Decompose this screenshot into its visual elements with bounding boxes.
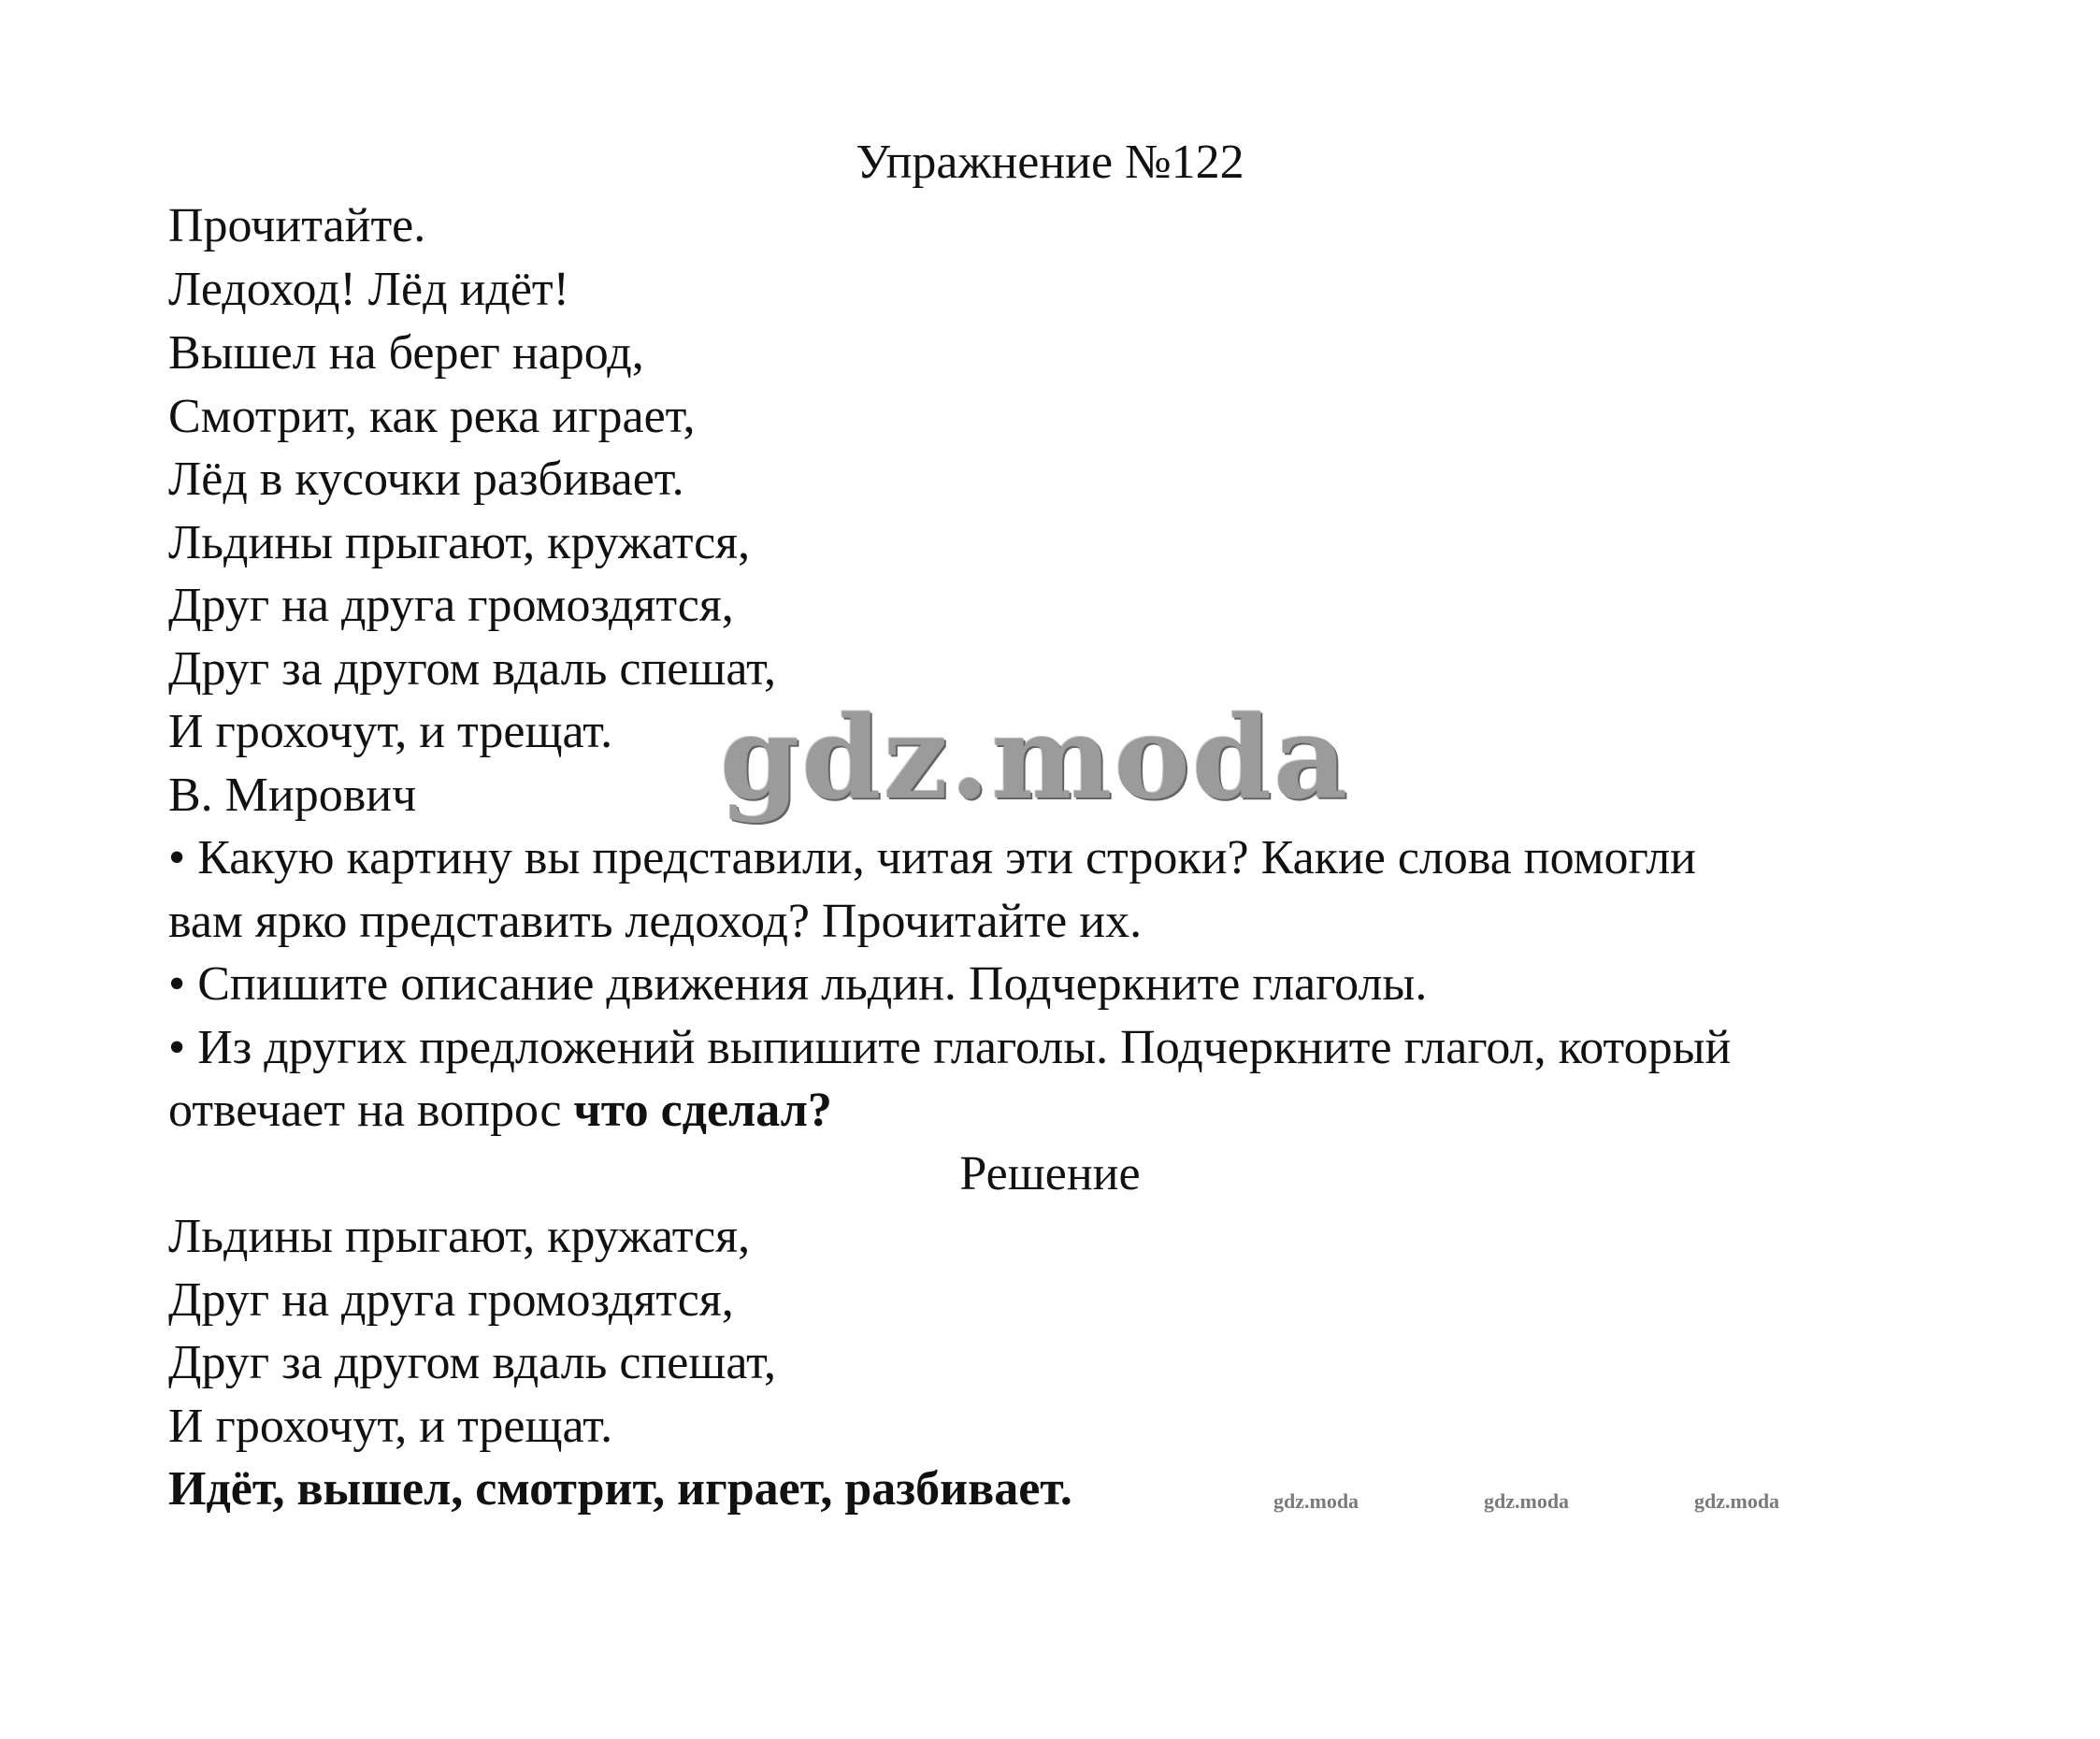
- question-line: • Спишите описание движения льдин. Подчеркните глаголы.: [168, 957, 1428, 1011]
- solution-heading: Решение: [959, 1147, 1141, 1200]
- solution-line: И грохочут, и трещат.: [168, 1400, 613, 1453]
- poem-line: Вышел на берег народ,: [168, 326, 644, 380]
- poem-line: Друг на друга громоздятся,: [168, 579, 734, 632]
- question-line: • Из других предложений выпишите глаголы. Подчеркните глагол, который: [168, 1021, 1732, 1074]
- question-line: вам ярко представить ледоход? Прочитайте их.: [168, 895, 1143, 948]
- watermark-small: gdz.moda: [1273, 1489, 1359, 1513]
- question-text: отвечает на вопрос: [168, 1084, 574, 1137]
- poem-line: Смотрит, как река играет,: [168, 390, 696, 443]
- question-line-last: [168, 1079, 832, 1143]
- poem-line: Ледоход! Лёд идёт!: [168, 263, 569, 316]
- poem-line: Лёд в кусочки разбивает.: [168, 453, 684, 506]
- solution-line: Друг за другом вдаль спешат,: [168, 1336, 776, 1389]
- poem-line: И грохочут, и трещат.: [168, 705, 613, 758]
- solution-line: Друг на друга громоздятся,: [168, 1273, 734, 1327]
- solution-answer: Идёт, вышел, смотрит, играет, разбивает.: [168, 1462, 1072, 1516]
- instruction: Прочитайте.: [168, 199, 426, 252]
- question-line: • Какую картину вы представили, читая эти строки? Какие слова помогли: [168, 831, 1697, 884]
- question-emphasis: что сделал?: [573, 1084, 832, 1137]
- poem-author: В. Мирович: [168, 769, 417, 822]
- poem-line: Льдины прыгают, кружатся,: [168, 516, 751, 569]
- watermark-small: gdz.moda: [1694, 1489, 1780, 1513]
- watermark-small: gdz.moda: [1484, 1489, 1570, 1513]
- exercise-title: Упражнение №122: [856, 136, 1244, 189]
- watermark-logo: gdz.moda: [720, 690, 1350, 825]
- solution-line: Льдины прыгают, кружатся,: [168, 1210, 751, 1263]
- poem-line: Друг за другом вдаль спешат,: [168, 642, 776, 696]
